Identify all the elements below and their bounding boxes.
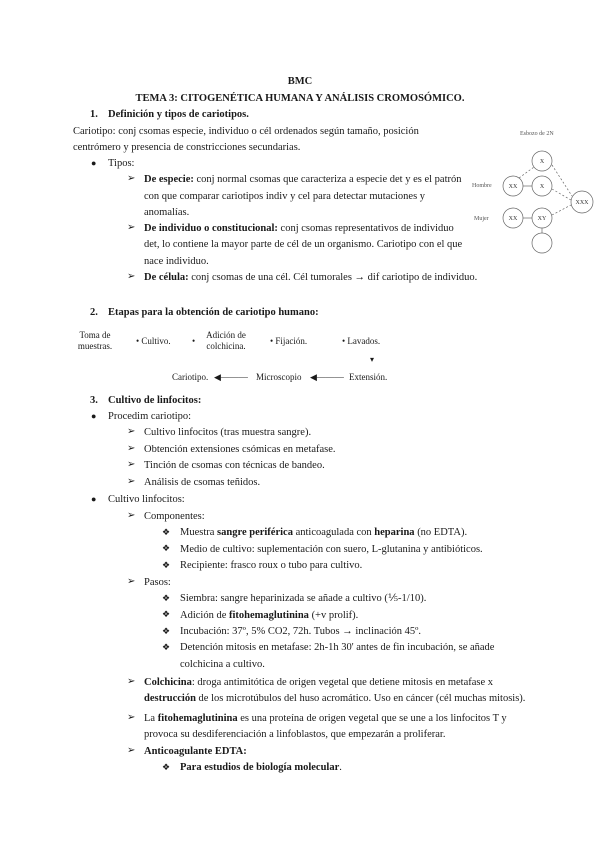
diamond-bullet-icon: ❖ (162, 543, 171, 553)
arrow-bullet-icon: ➢ (127, 443, 136, 454)
step-incubation: Incubación: 37º, 5% CO2, 72h. Tubos → inclinación 45º. (180, 626, 421, 637)
flow-step-sampling-line-2: muestras. (77, 341, 113, 351)
flow-step-fixation: • Fijación. (270, 336, 308, 346)
diamond-bullet-icon: ❖ (162, 593, 171, 603)
steps-label: Pasos: (144, 577, 171, 588)
sketch-node-label: XX (508, 216, 518, 222)
doc-title: TEMA 3: CITOGENÉTICA HUMANA Y ANÁLISIS CROMOSÓMICO. (135, 93, 465, 104)
type-species-line-1 (144, 173, 461, 187)
arrow-bullet-icon: ➢ (127, 676, 136, 687)
procedure-item: Análisis de csomas teñidos. (144, 477, 261, 488)
type-individual-line-1 (144, 222, 454, 236)
diamond-bullet-icon: ❖ (162, 560, 171, 570)
flow-step-fixation-label: Fijación. (275, 336, 308, 346)
component-culture-medium: Medio de cultivo: suplementación con suero, L-glutanina y antibióticos. (180, 544, 483, 555)
colchicine-note-line-2: destrucción de los microtúbulos del huso acromático. Uso en cáncer (cél muchas mitosis). (144, 693, 526, 704)
karyotype-procedure-label: Procedim cariotipo: (108, 411, 192, 422)
step-mitosis-arrest-line-1: Detención mitosis en metafase: 2h-1h 30' antes de fin incubación, se añade (180, 642, 495, 653)
sketch-node-label: XXX (575, 200, 589, 206)
bullet-icon: ● (91, 411, 97, 421)
arrow-bullet-icon: ➢ (127, 222, 136, 233)
doc-subject: BMC (287, 76, 313, 87)
flow-step-microscope: Microscopio (256, 372, 302, 382)
sketch-node (532, 233, 552, 253)
types-label: Tipos: (108, 158, 135, 169)
type-cell-line (144, 271, 477, 285)
diamond-bullet-icon: ❖ (162, 626, 171, 636)
karyotype-definition-line-1: Cariotipo: conj csomas especie, individuo o cél ordenados según tamaño, posición (73, 126, 419, 137)
sketch-node-label: X (539, 184, 545, 190)
flow-step-culture: • Cultivo. (136, 336, 171, 346)
arrow-bullet-icon: ➢ (127, 576, 136, 587)
sketch-row-label-2: Mujer (474, 216, 489, 222)
section-1-number: 1. (90, 109, 98, 120)
sketch-node-label: XX (508, 184, 518, 190)
type-species-text: conj normal csomas que caracteriza a especie det y es el patrón (193, 174, 462, 185)
flow-left-arrow-icon: ◀——— (310, 372, 344, 382)
arrow-bullet-icon: ➢ (127, 476, 136, 487)
flow-step-washes: • Lavados. (342, 336, 381, 346)
components-label: Componentes: (144, 511, 205, 522)
section-3-number: 3. (90, 395, 98, 406)
section-2-title: Etapas para la obtención de cariotipo humano: (108, 307, 319, 318)
component-blood-sample: Muestra sangre periférica anticoagulada con heparina (no EDTA). (180, 527, 468, 538)
type-cell-text: conj csomas de una cél. Cél tumorales → dif cariotipo de individuo. (188, 272, 478, 283)
flow-step-sampling (72, 330, 118, 352)
step-seeding: Siembra: sangre heparinizada se añade a cultivo (⅕-1/10). (180, 593, 427, 604)
step-mitosis-arrest-line-2: colchicina a cultivo. (180, 659, 265, 670)
flow-step-washes-label: Lavados. (347, 336, 381, 346)
colchicine-note-line-1: Colchicina: droga antimitótica de origen vegetal que detiene mitosis en metafase x (144, 677, 494, 688)
flow-step-sampling-line-1: Toma de (79, 330, 111, 340)
phytohemagglutinin-note-line-1: La fitohemaglutinina es una proteína de origen vegetal que se une a los linfocitos T y (144, 713, 507, 724)
type-species-line-3: anomalías. (144, 207, 190, 218)
bullet-icon: ● (91, 494, 97, 504)
lymphocyte-culture-label: Cultivo linfocitos: (108, 494, 185, 505)
arrow-bullet-icon: ➢ (127, 271, 136, 282)
bullet-icon: ● (91, 158, 97, 168)
type-species-line-2: con que comparar cariotipos indiv y cel para detectar mutaciones y (144, 191, 426, 202)
diamond-bullet-icon: ❖ (162, 642, 171, 652)
flow-step-colchicine (202, 330, 250, 352)
karyotype-definition-line-2: centrómero y presencia de constricciones secundarias. (73, 142, 301, 153)
type-individual-line-3: nace individuo. (144, 256, 209, 267)
chromosome-sketch-diagram (470, 125, 600, 260)
flow-left-arrow-icon: ◀——— (214, 372, 248, 382)
arrow-bullet-icon: ➢ (127, 745, 136, 756)
section-1-title: Definición y tipos de cariotipos. (108, 109, 249, 120)
sketch-row-label-1: Hombre (472, 183, 492, 189)
arrow-bullet-icon: ➢ (127, 426, 136, 437)
flow-step-colchicine-line-2: colchicina. (206, 341, 246, 351)
section-2-number: 2. (90, 307, 98, 318)
type-cell-term: De célula: (144, 272, 189, 283)
section-3-title: Cultivo de linfocitos: (108, 395, 202, 406)
phytohemagglutinin-note-line-2: provoca su desdiferenciación a linfoblastos, que empezarán a proliferar. (144, 729, 446, 740)
diamond-bullet-icon: ❖ (162, 609, 171, 619)
diamond-bullet-icon: ❖ (162, 527, 171, 537)
procedure-item: Obtención extensiones csómicas en metafase. (144, 444, 336, 455)
type-individual-line-2: det, lo contiene la mayor parte de cél de un organismo. Cariotipo con el que (144, 239, 463, 250)
sketch-node-label: XY (537, 216, 547, 222)
arrow-bullet-icon: ➢ (127, 459, 136, 470)
arrow-bullet-icon: ➢ (127, 712, 136, 723)
flow-step-karyotype: Cariotipo. (172, 372, 209, 382)
type-individual-text: conj csomas representativos de individuo (277, 223, 454, 234)
diamond-bullet-icon: ❖ (162, 762, 171, 772)
flow-step-extension: Extensión. (349, 372, 388, 382)
step-phytohemagglutinin: Adición de fitohemaglutinina (+v prolif). (180, 610, 359, 621)
type-species-term: De especie: (144, 174, 194, 185)
edta-anticoagulant-label: Anticoagulante EDTA: (144, 746, 247, 757)
arrow-bullet-icon: ➢ (127, 173, 136, 184)
component-container: Recipiente: frasco roux o tubo para cultivo. (180, 560, 363, 571)
procedure-item: Tinción de csomas con técnicas de bandeo. (144, 460, 325, 471)
flow-step-colchicine-line-1: Adición de (206, 330, 246, 340)
flow-bullet-icon: • (192, 336, 196, 346)
type-individual-term: De individuo o constitucional: (144, 223, 278, 234)
flow-step-culture-label: Cultivo. (141, 336, 171, 346)
edta-use-item: Para estudios de biología molecular. (180, 762, 342, 773)
sketch-node-label: X (539, 159, 545, 165)
procedure-item: Cultivo linfocitos (tras muestra sangre). (144, 427, 312, 438)
flow-down-arrow-icon: ▾ (370, 355, 375, 364)
sketch-title: Esbozo de 2N (520, 131, 554, 137)
arrow-bullet-icon: ➢ (127, 510, 136, 521)
